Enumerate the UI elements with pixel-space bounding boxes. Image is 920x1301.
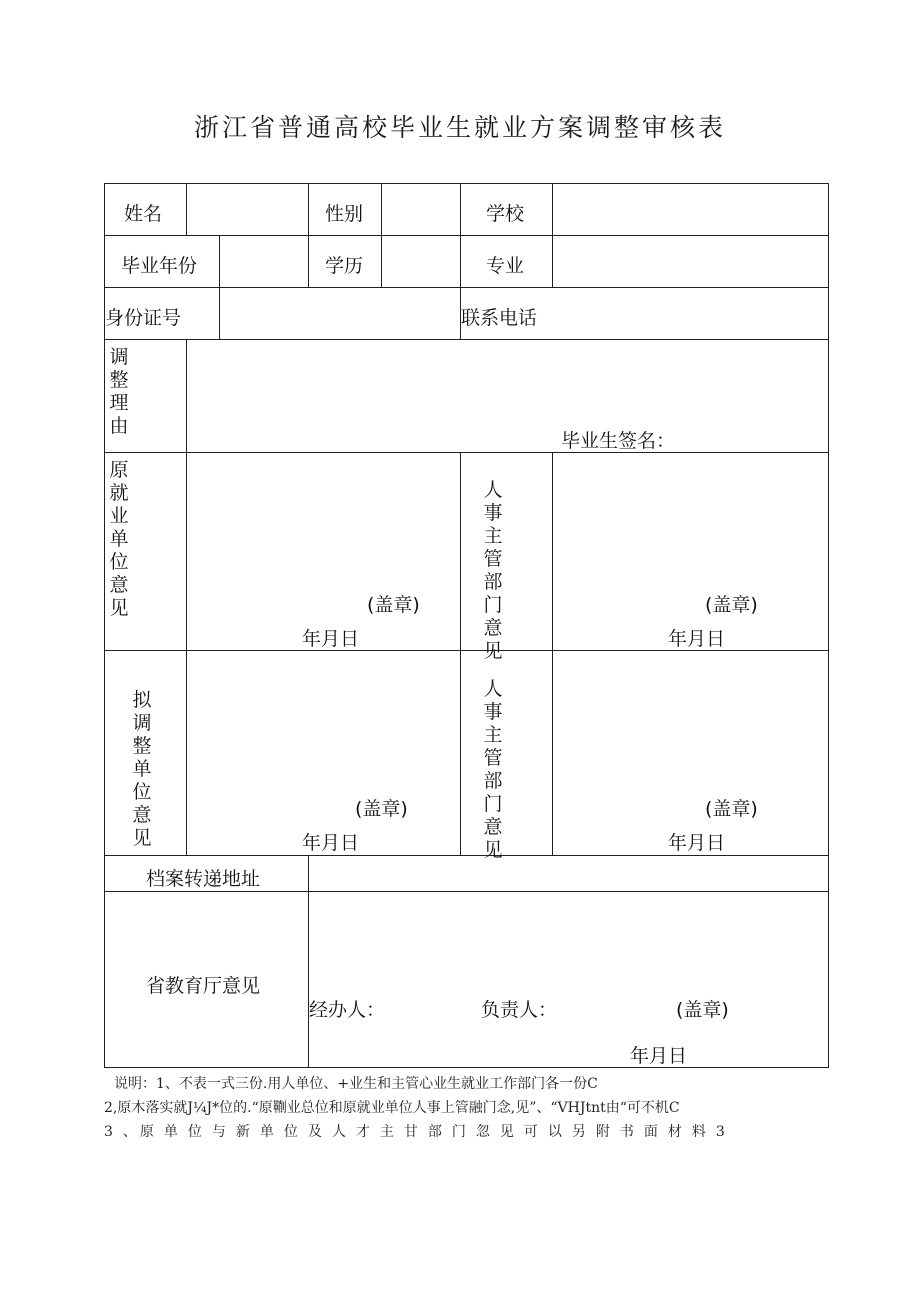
proposed-employer-opinion-label: 拟调整单位意见: [132, 689, 152, 849]
degree-field[interactable]: [382, 236, 460, 287]
responsible-person-label: 负责人：: [481, 999, 558, 1021]
original-hr-opinion-field[interactable]: [553, 453, 828, 650]
original-employer-seal: (盖章): [367, 594, 420, 616]
archive-address-label: 档案转递地址: [146, 868, 261, 890]
note-line-2: 2,原木落实就J¼J*位的.“原鞩业总位和原就业单位人事上管融门念,见”、“VHJtnt由“可不机C: [104, 1100, 680, 1116]
proposed-hr-date: 年月日: [668, 832, 726, 854]
gender-field[interactable]: [382, 184, 460, 235]
note-line-3: 3 、 原 单 位 与 新 单 位 及 人 才 主 甘 部 门 忽 见 可 以 另 附 书 面 材 料 3: [104, 1124, 723, 1140]
proposed-employer-seal: (盖章): [355, 798, 408, 820]
id-number-label: 身份证号: [105, 307, 182, 329]
page-title: 浙江省普通高校毕业生就业方案调整审核表: [193, 113, 726, 142]
phone-label: 联系电话: [461, 307, 538, 329]
graduation-year-field[interactable]: [220, 236, 308, 287]
original-employer-opinion-label: 原就业单位意见: [109, 459, 129, 619]
education-dept-date: 年月日: [630, 1045, 688, 1067]
proposed-employer-date: 年月日: [302, 832, 360, 854]
adjustment-reason-label: 调整理由: [109, 346, 129, 437]
original-hr-opinion-label: 人事主管部门意见: [483, 479, 503, 662]
name-label: 姓名: [124, 203, 163, 225]
graduate-signature-label: 毕业生签名：: [561, 430, 676, 452]
original-hr-date: 年月日: [668, 628, 726, 650]
school-field[interactable]: [553, 184, 828, 235]
school-label: 学校: [486, 203, 525, 225]
proposed-hr-opinion-field[interactable]: [553, 651, 828, 855]
degree-label: 学历: [325, 255, 364, 277]
original-employer-date: 年月日: [302, 628, 360, 650]
original-employer-opinion-field[interactable]: [187, 453, 460, 650]
adjustment-reason-field[interactable]: [187, 340, 828, 452]
major-label: 专业: [486, 255, 525, 277]
education-dept-seal: (盖章): [676, 999, 729, 1021]
name-field[interactable]: [187, 184, 308, 235]
id-number-field[interactable]: [220, 288, 460, 339]
proposed-employer-opinion-field[interactable]: [187, 651, 460, 855]
gender-label: 性别: [325, 203, 364, 225]
major-field[interactable]: [553, 236, 828, 287]
phone-field[interactable]: [553, 288, 828, 339]
handler-label: 经办人：: [309, 999, 386, 1021]
original-hr-seal: (盖章): [705, 594, 758, 616]
proposed-hr-opinion-label: 人事主管部门意见: [483, 678, 503, 861]
education-dept-opinion-field[interactable]: [309, 892, 828, 1067]
archive-address-field[interactable]: [309, 856, 828, 891]
education-dept-opinion-label: 省教育厅意见: [146, 975, 261, 997]
proposed-hr-seal: (盖章): [705, 798, 758, 820]
note-line-1: 说明：1、不表一式三份.用人单位、+业生和主管心业生就业工作部门各一份C: [114, 1076, 598, 1092]
graduation-year-label: 毕业年份: [121, 255, 198, 277]
